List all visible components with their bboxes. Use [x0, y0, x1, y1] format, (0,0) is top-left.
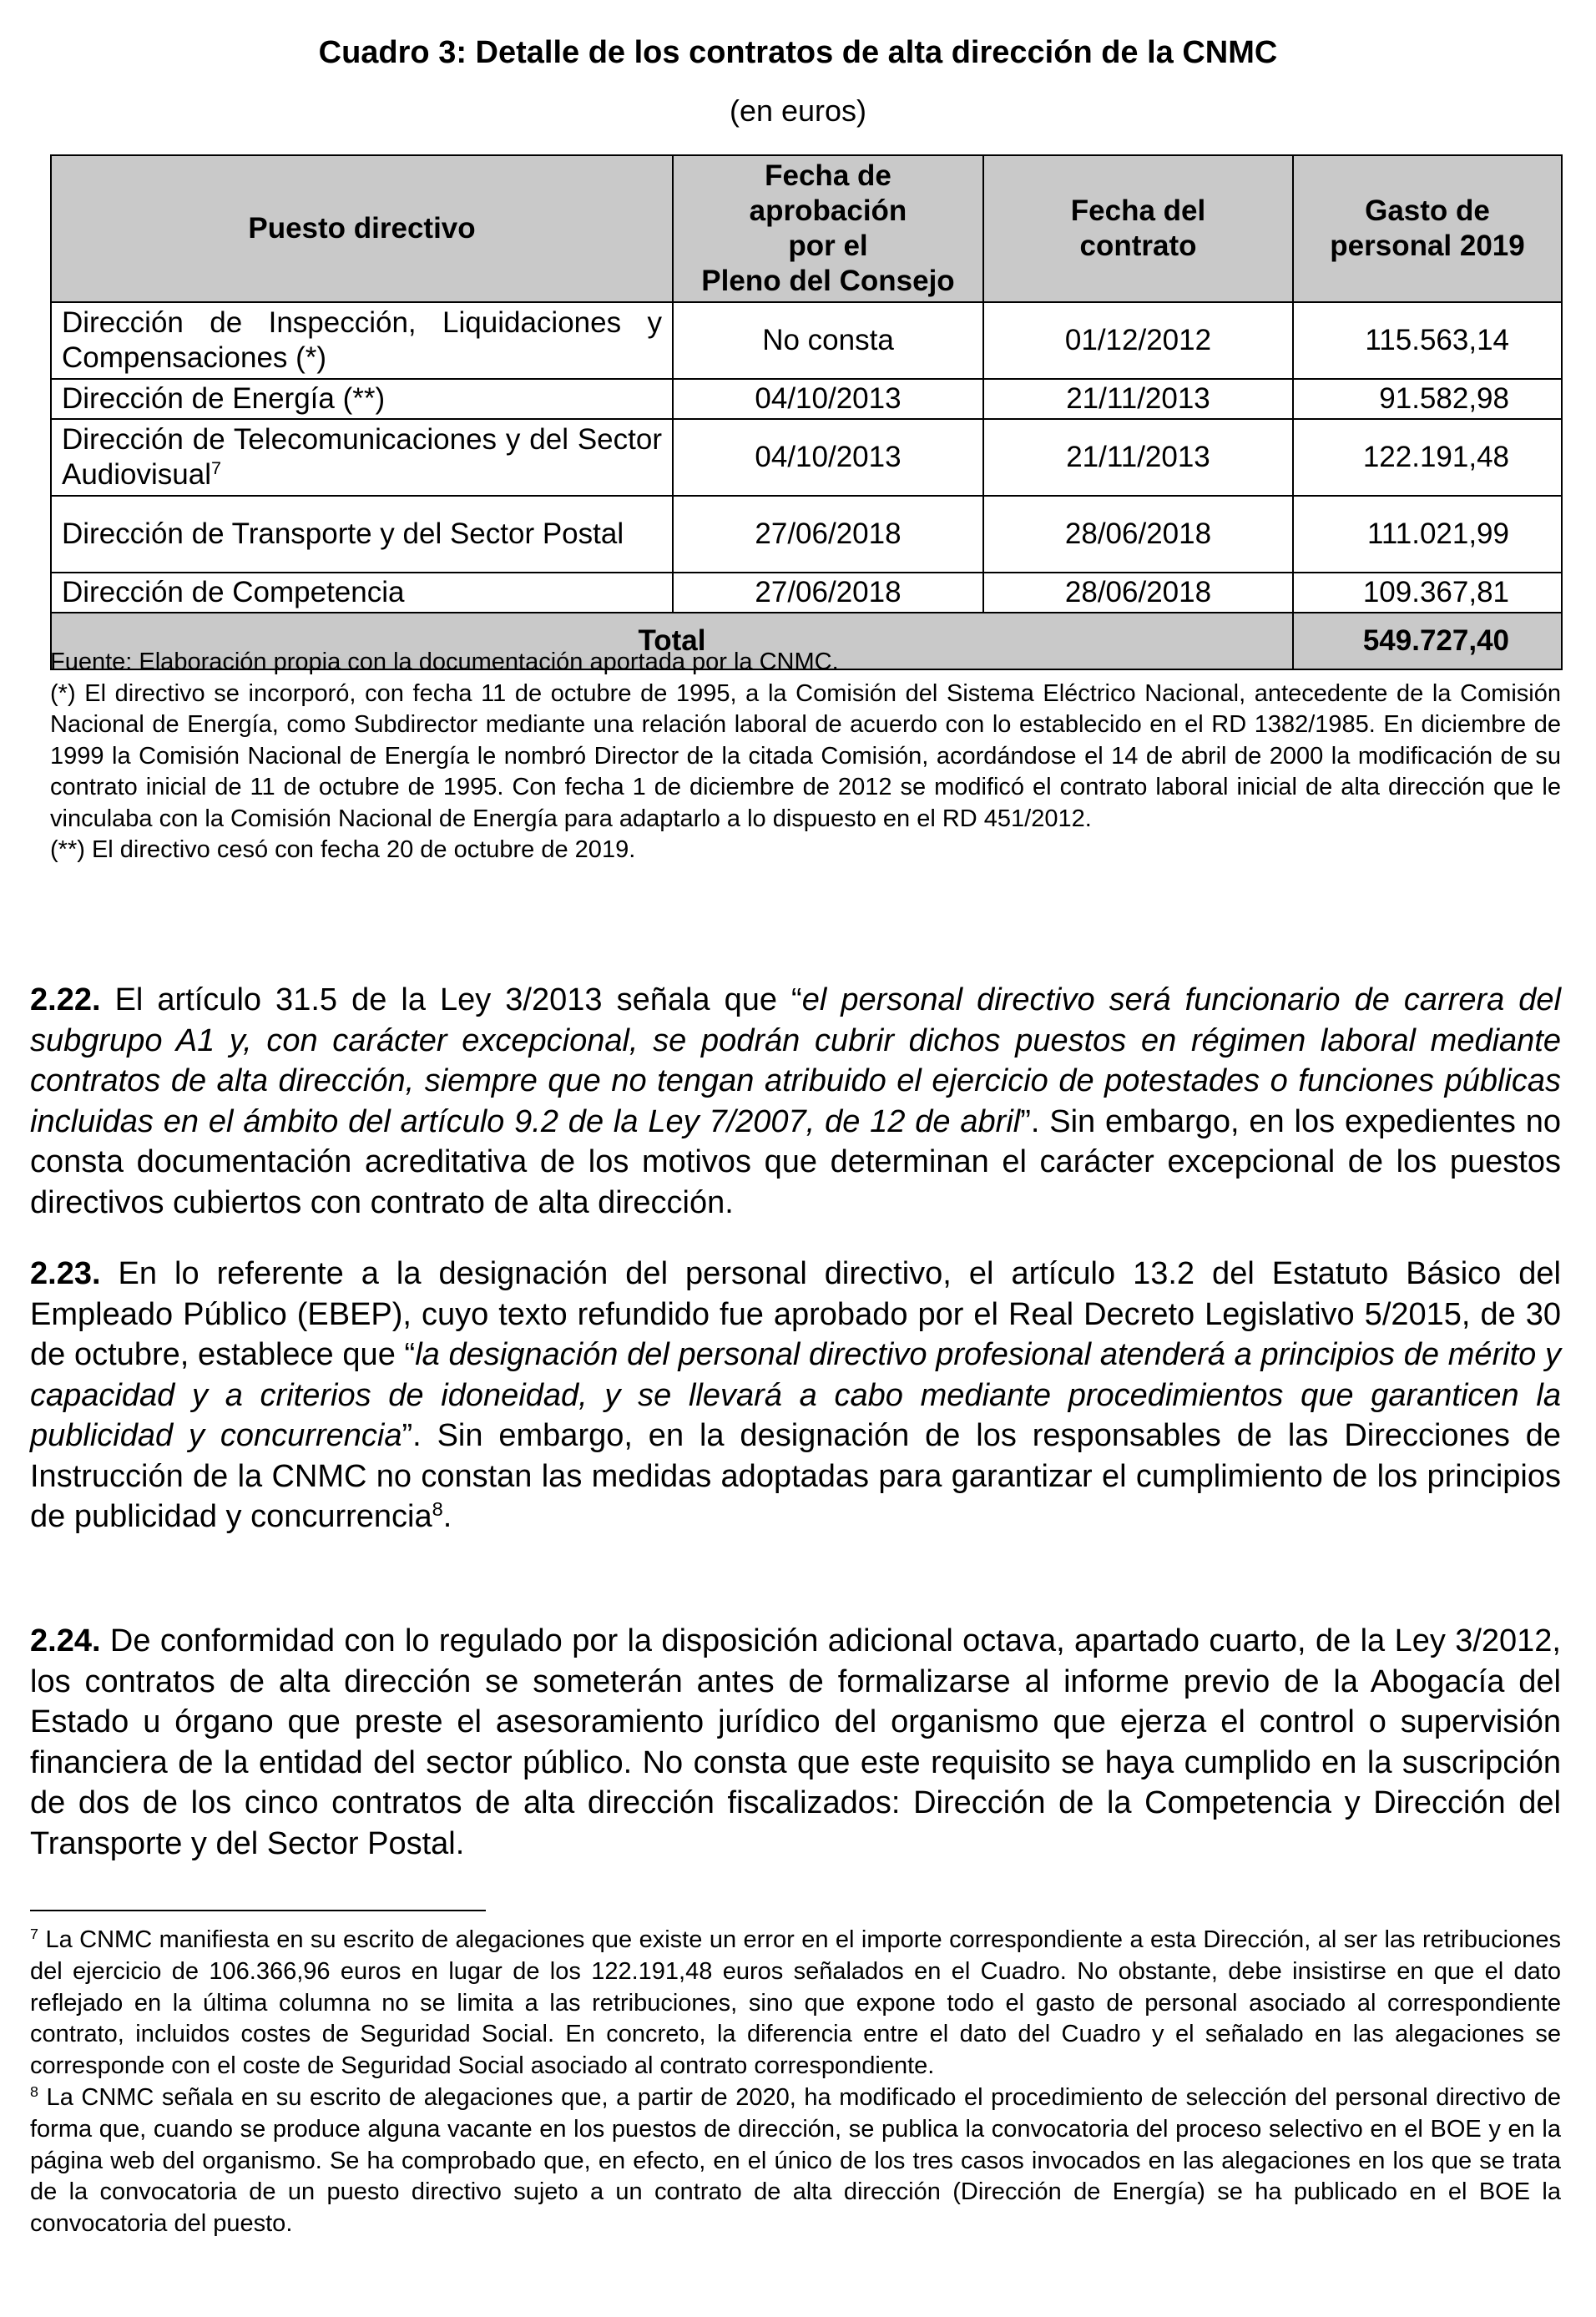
paragraph-text: ”. Sin embargo, en la designación de los responsables de las Direcciones de Instrucción de la CNMC no constan las medidas adoptadas para garantizar el cumplimiento de los principios de publicidad y concurrencia: [30, 1418, 1561, 1534]
total-label: Total: [51, 613, 1293, 669]
paragraph-2-22: [30, 980, 1561, 1223]
row-puesto: Dirección de Transporte y del Sector Postal: [51, 496, 673, 573]
row-puesto: Dirección de Competencia: [51, 573, 673, 613]
paragraph-text: ”. Sin embargo, en los expedientes no consta documentación acreditativa de los motivos que determinan el carácter excepcional de los puestos directivos cubiertos con contrato de alta dirección.: [30, 1103, 1561, 1220]
row-fecha-contrato: 28/06/2018: [983, 496, 1293, 573]
note-double-asterisk: (**) El directivo cesó con fecha 20 de octubre de 2019.: [50, 836, 636, 863]
footnote-number: 7: [30, 1926, 38, 1943]
footnote-ref-7[interactable]: 7: [211, 457, 222, 479]
table-row: [51, 419, 1562, 496]
header-fecha-contrato: [983, 155, 1293, 302]
header-fecha-aprobacion: [673, 155, 983, 302]
paragraph-2-24: [30, 1621, 1561, 1864]
header-puesto: Puesto directivo: [51, 155, 673, 302]
row-fecha-aprobacion: 04/10/2013: [673, 419, 983, 496]
paragraph-number: 2.24.: [30, 1623, 101, 1658]
footnotes: [30, 1925, 1561, 2240]
note-asterisk: (*) El directivo se incorporó, con fecha 11 de octubre de 1995, a la Comisión del Sistema Eléctrico Nacional, antecedente de la Comisión Nacional de Energía, como Subdirector mediante una relación laboral de acuerdo con lo establecido en el RD 1382/1985. En diciembre de 1999 la Comisión Nacional de Energía le nombró Director de la citada Comisión, acordándose el 14 de abril de 2000 la modificación de su contrato inicial de 11 de octubre de 1995. Con fecha 1 de diciembre de 2012 se modificó el contrato laboral inicial de alta dirección que le vinculaba con la Comisión Nacional de Energía para adaptarlo a lo dispuesto en el RD 451/2012.: [50, 679, 1561, 832]
row-puesto-cell: [51, 419, 673, 496]
row-fecha-contrato: 01/12/2012: [983, 302, 1293, 379]
header-gasto-line2: personal 2019: [1330, 230, 1525, 262]
footnote-ref-8[interactable]: 8: [432, 1498, 443, 1521]
header-gasto-line1: Gasto de: [1365, 194, 1490, 227]
table-header-row: [51, 155, 1562, 302]
table-title: Cuadro 3: Detalle de los contratos de alta dirección de la CNMC: [318, 35, 1278, 70]
row-fecha-contrato: 21/11/2013: [983, 379, 1293, 419]
row-puesto: Dirección de Energía (**): [51, 379, 673, 419]
source-note: Fuente: Elaboración propia con la documentación aportada por la CNMC.: [50, 649, 839, 675]
header-fecha-aprobacion-line2: por el: [788, 230, 868, 262]
row-gasto: 91.582,98: [1293, 379, 1562, 419]
row-fecha-aprobacion: 04/10/2013: [673, 379, 983, 419]
row-fecha-aprobacion: 27/06/2018: [673, 496, 983, 573]
header-fecha-contrato-line1: Fecha del: [1070, 194, 1206, 227]
row-fecha-contrato: 28/06/2018: [983, 573, 1293, 613]
footnote-8: [30, 2082, 1561, 2240]
row-fecha-aprobacion: 27/06/2018: [673, 573, 983, 613]
footnote-text: La CNMC manifiesta en su escrito de alegaciones que existe un error en el importe correspondiente a esta Dirección, al ser las retribuciones del ejercicio de 106.366,96 euros en lugar de los 122.191,48 euros señalados en el Cuadro. No obstante, debe insistirse en que el dato reflejado en la última columna no se limita a las retribuciones, sino que expone todo el gasto de personal asociado al correspondiente contrato, incluidos costes de Seguridad Social. En concreto, la diferencia entre el dato del Cuadro y el señalado en las alegaciones se corresponde con el coste de Seguridad Social asociado al contrato correspondiente.: [30, 1926, 1561, 2080]
table-row: [51, 496, 1562, 573]
header-fecha-aprobacion-line3: Pleno del Consejo: [701, 265, 955, 297]
paragraph-2-23: [30, 1254, 1561, 1537]
quote-text: el personal directivo será funcionario de carrera del subgrupo A1 y, con carácter excepcional, se podrán cubrir dichos puestos en régimen laboral mediante contratos de alta dirección, siempre que no tengan atribuido el ejercicio de potestades o funciones públicas incluidas en el ámbito del artículo 9.2 de la Ley 7/2007, de 12 de abril: [30, 982, 1562, 1139]
row-gasto: 122.191,48: [1293, 419, 1562, 496]
table-row: [51, 573, 1562, 613]
table-subtitle: (en euros): [729, 93, 867, 128]
table-notes: [50, 647, 1561, 866]
paragraph-text: De conformidad con lo regulado por la disposición adicional octava, apartado cuarto, de la Ley 3/2012, los contratos de alta dirección se someterán antes de formalizarse al informe previo de la Abogacía del Estado u órgano que preste el asesoramiento jurídico del organismo que ejerza el control o supervisión financiera de la entidad del sector público. No consta que este requisito se haya cumplido en la suscripción de dos de los cinco contratos de alta dirección fiscalizados: Dirección de la Competencia y Dirección del Transporte y del Sector Postal.: [30, 1623, 1561, 1861]
quote-text: la designación del personal directivo profesional atenderá a principios de mérito y capacidad y a criterios de idoneidad, y se llevará a cabo mediante procedimientos que garanticen la publicidad y concurrencia: [30, 1337, 1561, 1453]
footnote-text: La CNMC señala en su escrito de alegaciones que, a partir de 2020, ha modificado el procedimiento de selección del personal directivo de forma que, cuando se produce alguna vacante en los puestos de dirección, se publica la convocatoria del proceso selectivo en el BOE y en la página web del organismo. Se ha comprobado que, en efecto, en el único de los tres casos invocados en las alegaciones en los que se trata de la convocatoria de un puesto directivo sujeto a un contrato de alta dirección (Dirección de Energía) se ha publicado en el BOE la convocatoria del puesto.: [30, 2083, 1561, 2238]
row-puesto: Dirección de Inspección, Liquidaciones y Compensaciones (*): [51, 302, 673, 379]
row-gasto: 111.021,99: [1293, 496, 1562, 573]
table-row: [51, 302, 1562, 379]
paragraph-number: 2.23.: [30, 1256, 101, 1291]
header-fecha-aprobacion-line1: Fecha de aprobación: [749, 159, 907, 227]
row-fecha-contrato: 21/11/2013: [983, 419, 1293, 496]
row-gasto: 115.563,14: [1293, 302, 1562, 379]
footnote-divider: [30, 1910, 486, 1911]
paragraph-text: En lo referente a la designación del personal directivo, el artículo 13.2 del Estatuto Básico del Empleado Público (EBEP), cuyo texto refundido fue aprobado por el Real Decreto Legislativo 5/2015, de 30 de octubre, establece que “: [30, 1256, 1561, 1372]
table-row: [51, 379, 1562, 419]
paragraph-text: El artículo 31.5 de la Ley 3/2013 señala que “: [100, 982, 802, 1017]
paragraph-text: .: [442, 1499, 452, 1534]
row-fecha-aprobacion: No consta: [673, 302, 983, 379]
footnote-number: 8: [30, 2083, 38, 2101]
row-puesto: Dirección de Telecomunicaciones y del Sector Audiovisual: [62, 423, 662, 491]
row-gasto: 109.367,81: [1293, 573, 1562, 613]
total-value: 549.727,40: [1293, 613, 1562, 669]
contracts-table: [50, 154, 1563, 670]
header-gasto: [1293, 155, 1562, 302]
header-fecha-contrato-line2: contrato: [1079, 230, 1197, 262]
footnote-7: [30, 1925, 1561, 2082]
paragraph-number: 2.22.: [30, 982, 101, 1017]
